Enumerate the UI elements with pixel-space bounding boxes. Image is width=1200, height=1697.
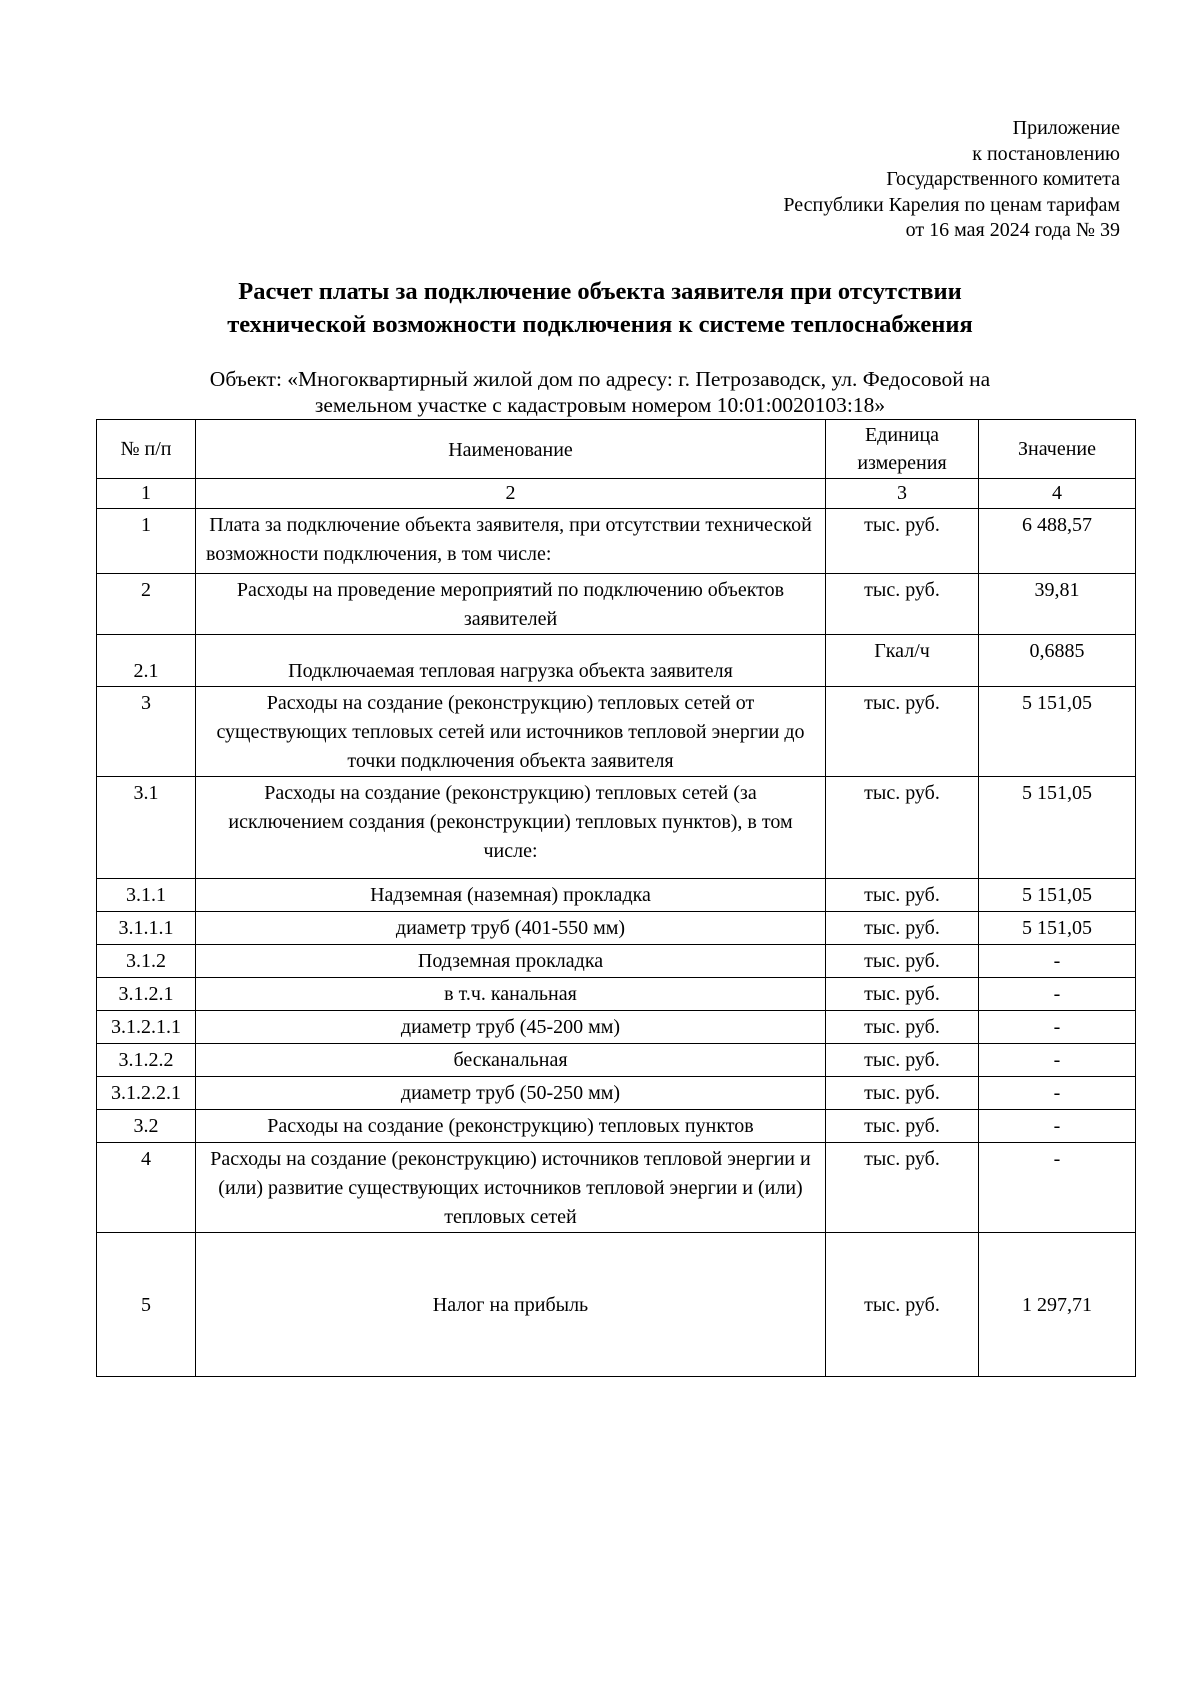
column-number: 2 xyxy=(196,479,826,509)
row-unit: тыс. руб. xyxy=(826,978,979,1011)
table-row xyxy=(97,574,1136,635)
table-row xyxy=(97,879,1136,912)
row-number: 3.1 xyxy=(97,777,196,879)
row-number: 3.1.2.2.1 xyxy=(97,1077,196,1110)
row-unit: тыс. руб. xyxy=(826,912,979,945)
appendix-line: к постановлению xyxy=(972,142,1120,165)
row-number: 3.1.2.1 xyxy=(97,978,196,1011)
table-row xyxy=(97,1011,1136,1044)
row-number: 3.1.2.1.1 xyxy=(97,1011,196,1044)
row-unit: тыс. руб. xyxy=(826,1143,979,1233)
table-row xyxy=(97,1044,1136,1077)
row-name: бесканальная xyxy=(196,1044,826,1077)
table-row xyxy=(97,1143,1136,1233)
row-value: 5 151,05 xyxy=(979,879,1136,912)
header-cell-number: № п/п xyxy=(97,420,196,479)
row-value: - xyxy=(979,1011,1136,1044)
header-cell-value: Значение xyxy=(979,420,1136,479)
table-row xyxy=(97,509,1136,574)
row-value: 5 151,05 xyxy=(979,777,1136,879)
column-number: 3 xyxy=(826,479,979,509)
object-description xyxy=(0,366,1200,418)
title-line: технической возможности подключения к системе теплоснабжения xyxy=(227,311,973,338)
table-row xyxy=(97,635,1136,687)
row-unit: тыс. руб. xyxy=(826,1044,979,1077)
table-row xyxy=(97,912,1136,945)
row-value: 0,6885 xyxy=(979,635,1136,687)
row-name: Расходы на создание (реконструкцию) тепловых сетей от существующих тепловых сетей или источников тепловой энергии до точки подключения объекта заявителя xyxy=(196,687,826,777)
row-number: 4 xyxy=(97,1143,196,1233)
appendix-block xyxy=(783,116,1120,244)
row-name: Налог на прибыль xyxy=(196,1233,826,1377)
appendix-line: Государственного комитета xyxy=(886,168,1120,191)
row-value: 6 488,57 xyxy=(979,509,1136,574)
appendix-line: Приложение xyxy=(1012,117,1120,139)
row-name: Расходы на создание (реконструкцию) тепловых сетей (за исключением создания (реконструкции) тепловых пунктов), в том числе: xyxy=(196,777,826,879)
table-row xyxy=(97,777,1136,879)
table-row xyxy=(97,687,1136,777)
row-name: Подключаемая тепловая нагрузка объекта заявителя xyxy=(196,635,826,687)
row-unit: тыс. руб. xyxy=(826,574,979,635)
row-value: 1 297,71 xyxy=(979,1233,1136,1377)
row-unit: тыс. руб. xyxy=(826,945,979,978)
row-name: диаметр труб (401-550 мм) xyxy=(196,912,826,945)
row-number: 1 xyxy=(97,509,196,574)
document-title xyxy=(0,275,1200,341)
row-unit: Гкал/ч xyxy=(826,635,979,687)
row-number: 3.1.1.1 xyxy=(97,912,196,945)
column-number: 1 xyxy=(97,479,196,509)
row-unit: тыс. руб. xyxy=(826,1110,979,1143)
appendix-line: от 16 мая 2024 года № 39 xyxy=(905,219,1120,242)
table-header-row xyxy=(97,420,1136,479)
row-name: Надземная (наземная) прокладка xyxy=(196,879,826,912)
row-name: диаметр труб (45-200 мм) xyxy=(196,1011,826,1044)
row-value: - xyxy=(979,1110,1136,1143)
row-number: 3.2 xyxy=(97,1110,196,1143)
row-number: 3.1.1 xyxy=(97,879,196,912)
row-unit: тыс. руб. xyxy=(826,1011,979,1044)
row-number: 5 xyxy=(97,1233,196,1377)
row-value: - xyxy=(979,1044,1136,1077)
row-name: Расходы на создание (реконструкцию) тепловых пунктов xyxy=(196,1110,826,1143)
row-value: - xyxy=(979,1077,1136,1110)
row-number: 2.1 xyxy=(97,635,196,687)
row-unit: тыс. руб. xyxy=(826,1077,979,1110)
row-value: 5 151,05 xyxy=(979,687,1136,777)
object-line: земельном участке с кадастровым номером 10:01:0020103:18» xyxy=(314,393,886,417)
row-value: 39,81 xyxy=(979,574,1136,635)
appendix-line: Республики Карелия по ценам тарифам xyxy=(783,193,1120,216)
row-number: 3 xyxy=(97,687,196,777)
table-row xyxy=(97,1233,1136,1377)
row-unit: тыс. руб. xyxy=(826,1233,979,1377)
row-name: Подземная прокладка xyxy=(196,945,826,978)
row-name: в т.ч. канальная xyxy=(196,978,826,1011)
row-number: 2 xyxy=(97,574,196,635)
row-unit: тыс. руб. xyxy=(826,777,979,879)
row-unit: тыс. руб. xyxy=(826,687,979,777)
row-number: 3.1.2 xyxy=(97,945,196,978)
row-number: 3.1.2.2 xyxy=(97,1044,196,1077)
table-row xyxy=(97,1110,1136,1143)
header-cell-unit xyxy=(826,420,979,479)
row-name: Расходы на создание (реконструкцию) источников тепловой энергии и (или) развитие существующих источников тепловой энергии и (или) тепловых сетей xyxy=(196,1143,826,1233)
calculation-table xyxy=(96,419,1136,1377)
table-row xyxy=(97,978,1136,1011)
column-number: 4 xyxy=(979,479,1136,509)
table-row xyxy=(97,945,1136,978)
row-name: Плата за подключение объекта заявителя, при отсутствии технической возможности подключения, в том числе: xyxy=(196,509,826,574)
table-row xyxy=(97,1077,1136,1110)
row-unit: тыс. руб. xyxy=(826,879,979,912)
column-number-row xyxy=(97,479,1136,509)
row-unit: тыс. руб. xyxy=(826,509,979,574)
row-name: диаметр труб (50-250 мм) xyxy=(196,1077,826,1110)
object-line: Объект: «Многоквартирный жилой дом по адресу: г. Петрозаводск, ул. Федосовой на xyxy=(209,367,991,391)
row-value: - xyxy=(979,945,1136,978)
title-line: Расчет платы за подключение объекта заявителя при отсутствии xyxy=(238,278,962,305)
row-value: - xyxy=(979,978,1136,1011)
row-value: 5 151,05 xyxy=(979,912,1136,945)
row-name: Расходы на проведение мероприятий по подключению объектов заявителей xyxy=(196,574,826,635)
row-value: - xyxy=(979,1143,1136,1233)
header-cell-name: Наименование xyxy=(196,420,826,479)
header-unit-text: Единица измерения xyxy=(857,424,947,474)
